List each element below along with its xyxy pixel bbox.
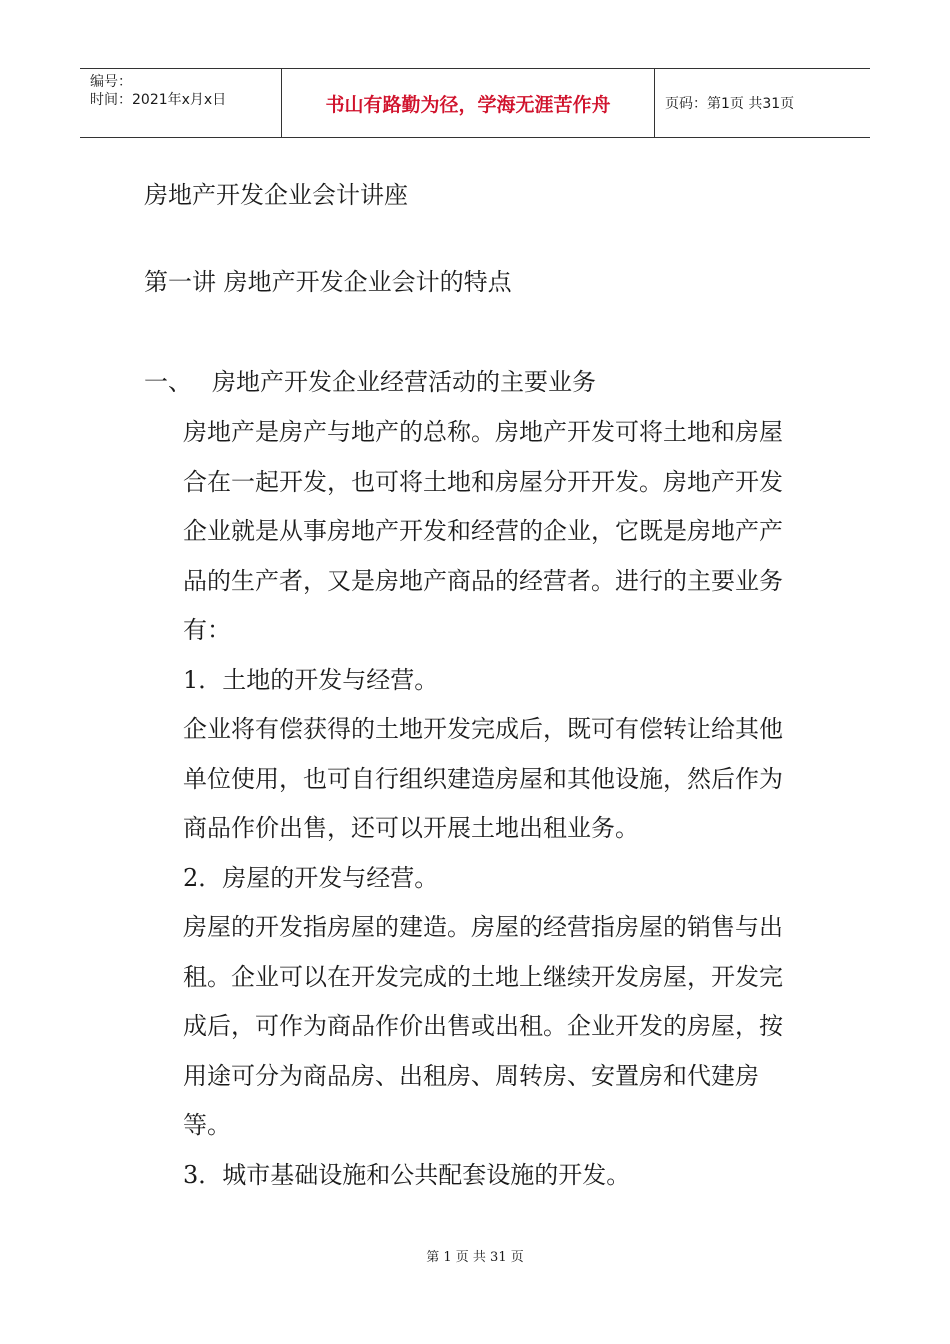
date-line: 时间：2021年x月x日 [90, 92, 227, 108]
motto-text: 书山有路勤为径，学海无涯苦作舟 [325, 93, 611, 116]
section-number: 一、 [144, 368, 192, 396]
page-info-cell [655, 69, 870, 137]
section-title: 房地产开发企业经营活动的主要业务 [212, 368, 596, 396]
page-info-text: 页码：第1页 共31页 [665, 96, 795, 112]
lecture-title: 第一讲 房地产开发企业会计的特点 [144, 268, 512, 296]
subheading-land: 1．土地的开发与经营。 [183, 665, 439, 694]
subheading-housing: 2．房屋的开发与经营。 [183, 863, 439, 892]
body-text [183, 408, 803, 1200]
paragraph-land: 企业将有偿获得的土地开发完成后，既可有偿转让给其他单位使用，也可自行组织建造房屋和其他设施，然后作为商品作价出售，还可以开展土地出租业务。 [183, 715, 783, 842]
document-title: 房地产开发企业会计讲座 [144, 181, 408, 209]
page-header [80, 68, 870, 138]
page-footer: 第 1 页 共 31 页 [426, 1250, 524, 1265]
section-heading [144, 362, 596, 397]
paragraph-intro: 房地产是房产与地产的总称。房地产开发可将土地和房屋合在一起开发，也可将土地和房屋分开开发。房地产开发企业就是从事房地产开发和经营的企业，它既是房地产产品的生产者，又是房地产商品的经营者。进行的主要业务有： [183, 418, 783, 644]
motto-cell [282, 69, 655, 137]
paragraph-housing: 房屋的开发指房屋的建造。房屋的经营指房屋的销售与出租。企业可以在开发完成的土地上继续开发房屋，开发完成后，可作为商品作价出售或出租。企业开发的房屋，按用途可分为商品房、出租房、周转房、安置房和代建房等。 [183, 913, 783, 1139]
subheading-infrastructure: 3．城市基础设施和公共配套设施的开发。 [183, 1160, 631, 1189]
code-label: 编号： [90, 74, 132, 90]
header-meta-cell [80, 69, 282, 137]
